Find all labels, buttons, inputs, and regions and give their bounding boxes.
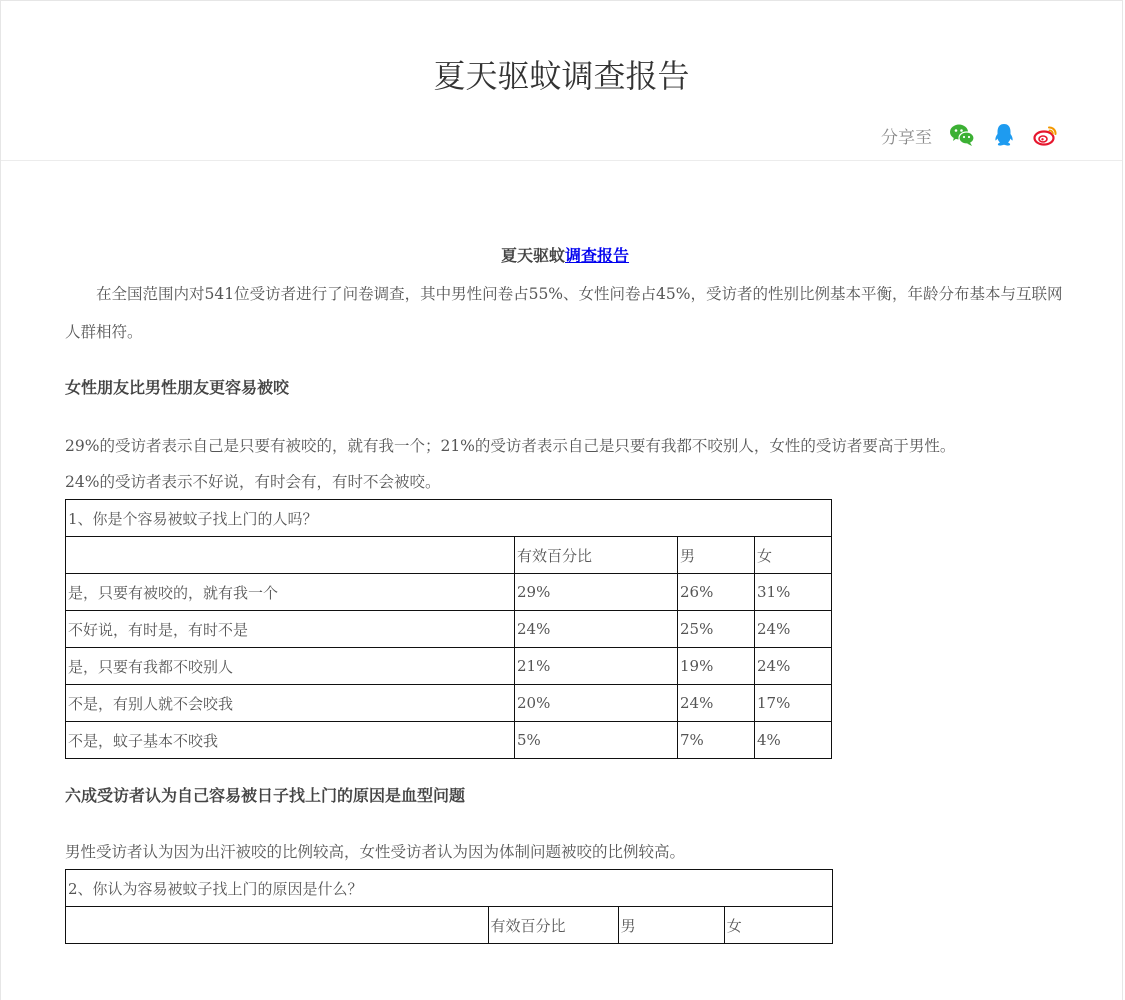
article-body — [65, 237, 1065, 944]
table-cell: 21% — [515, 648, 678, 685]
table-cell: 24% — [755, 648, 832, 685]
table-cell: 不是，有别人就不会咬我 — [66, 685, 515, 722]
header — [1, 1, 1122, 161]
section-heading-1: 女性朋友比男性朋友更容易被咬 — [65, 378, 290, 397]
table-header-cell — [66, 537, 515, 574]
table-cell: 24% — [755, 611, 832, 648]
table-row — [66, 648, 832, 685]
section2-paragraph-1: 男性受访者认为因为出汗被咬的比例较高，女性受访者认为因为体制问题被咬的比例较高。 — [65, 843, 686, 861]
table-cell: 20% — [515, 685, 678, 722]
article-title — [65, 237, 1065, 275]
share-bar — [881, 121, 1060, 149]
section1-paragraph-1: 29%的受访者表示自己是只要有被咬的，就有我一个；21%的受访者表示自己是只要有我都不咬别人，女性的受访者要高于男性。 — [65, 437, 956, 455]
share-label: 分享至 — [881, 127, 932, 148]
table-cell: 25% — [678, 611, 755, 648]
table-header-cell: 男 — [678, 537, 755, 574]
table-question: 2、你认为容易被蚊子找上门的原因是什么？ — [66, 870, 833, 907]
table-row — [66, 500, 832, 537]
table-row — [66, 722, 832, 759]
table-row — [66, 685, 832, 722]
table-row — [66, 870, 833, 907]
article-title-text: 夏天驱蚊 — [500, 246, 565, 265]
section1-paragraph-2: 24%的受访者表示不好说，有时会有，有时不会被咬。 — [65, 473, 441, 491]
table-cell: 是，只要有我都不咬别人 — [66, 648, 515, 685]
table-header-cell: 女 — [755, 537, 832, 574]
table-header-cell: 男 — [618, 907, 724, 944]
qq-icon[interactable] — [990, 121, 1018, 149]
table-cell: 5% — [515, 722, 678, 759]
intro-paragraph: 在全国范围内对541位受访者进行了问卷调查，其中男性问卷占55%、女性问卷占45%，受访者的性别比例基本平衡，年龄分布基本与互联网人群相符。 — [65, 285, 1063, 341]
table-cell: 是，只要有被咬的，就有我一个 — [66, 574, 515, 611]
table-header-cell: 女 — [724, 907, 832, 944]
table-cell: 不是，蚊子基本不咬我 — [66, 722, 515, 759]
table-row — [66, 574, 832, 611]
table-cell: 24% — [678, 685, 755, 722]
table-header-cell — [66, 907, 489, 944]
wechat-icon[interactable] — [948, 121, 976, 149]
table-cell: 24% — [515, 611, 678, 648]
table-row — [66, 611, 832, 648]
table-cell: 不好说，有时是，有时不是 — [66, 611, 515, 648]
table-header-row — [66, 907, 833, 944]
article-title-link[interactable]: 调查报告 — [565, 246, 630, 265]
table-cell: 4% — [755, 722, 832, 759]
table-header-cell: 有效百分比 — [515, 537, 678, 574]
table-header-cell: 有效百分比 — [488, 907, 618, 944]
table-cell: 26% — [678, 574, 755, 611]
table-cell: 17% — [755, 685, 832, 722]
table-question: 1、你是个容易被蚊子找上门的人吗？ — [66, 500, 832, 537]
survey-table-2 — [65, 869, 833, 944]
page-title: 夏天驱蚊调查报告 — [433, 57, 690, 95]
table-cell: 29% — [515, 574, 678, 611]
table-cell: 7% — [678, 722, 755, 759]
table-cell: 31% — [755, 574, 832, 611]
survey-table-1 — [65, 499, 832, 759]
table-header-row — [66, 537, 832, 574]
table-cell: 19% — [678, 648, 755, 685]
weibo-icon[interactable] — [1032, 121, 1060, 149]
section-heading-2: 六成受访者认为自己容易被日子找上门的原因是血型问题 — [65, 786, 466, 805]
